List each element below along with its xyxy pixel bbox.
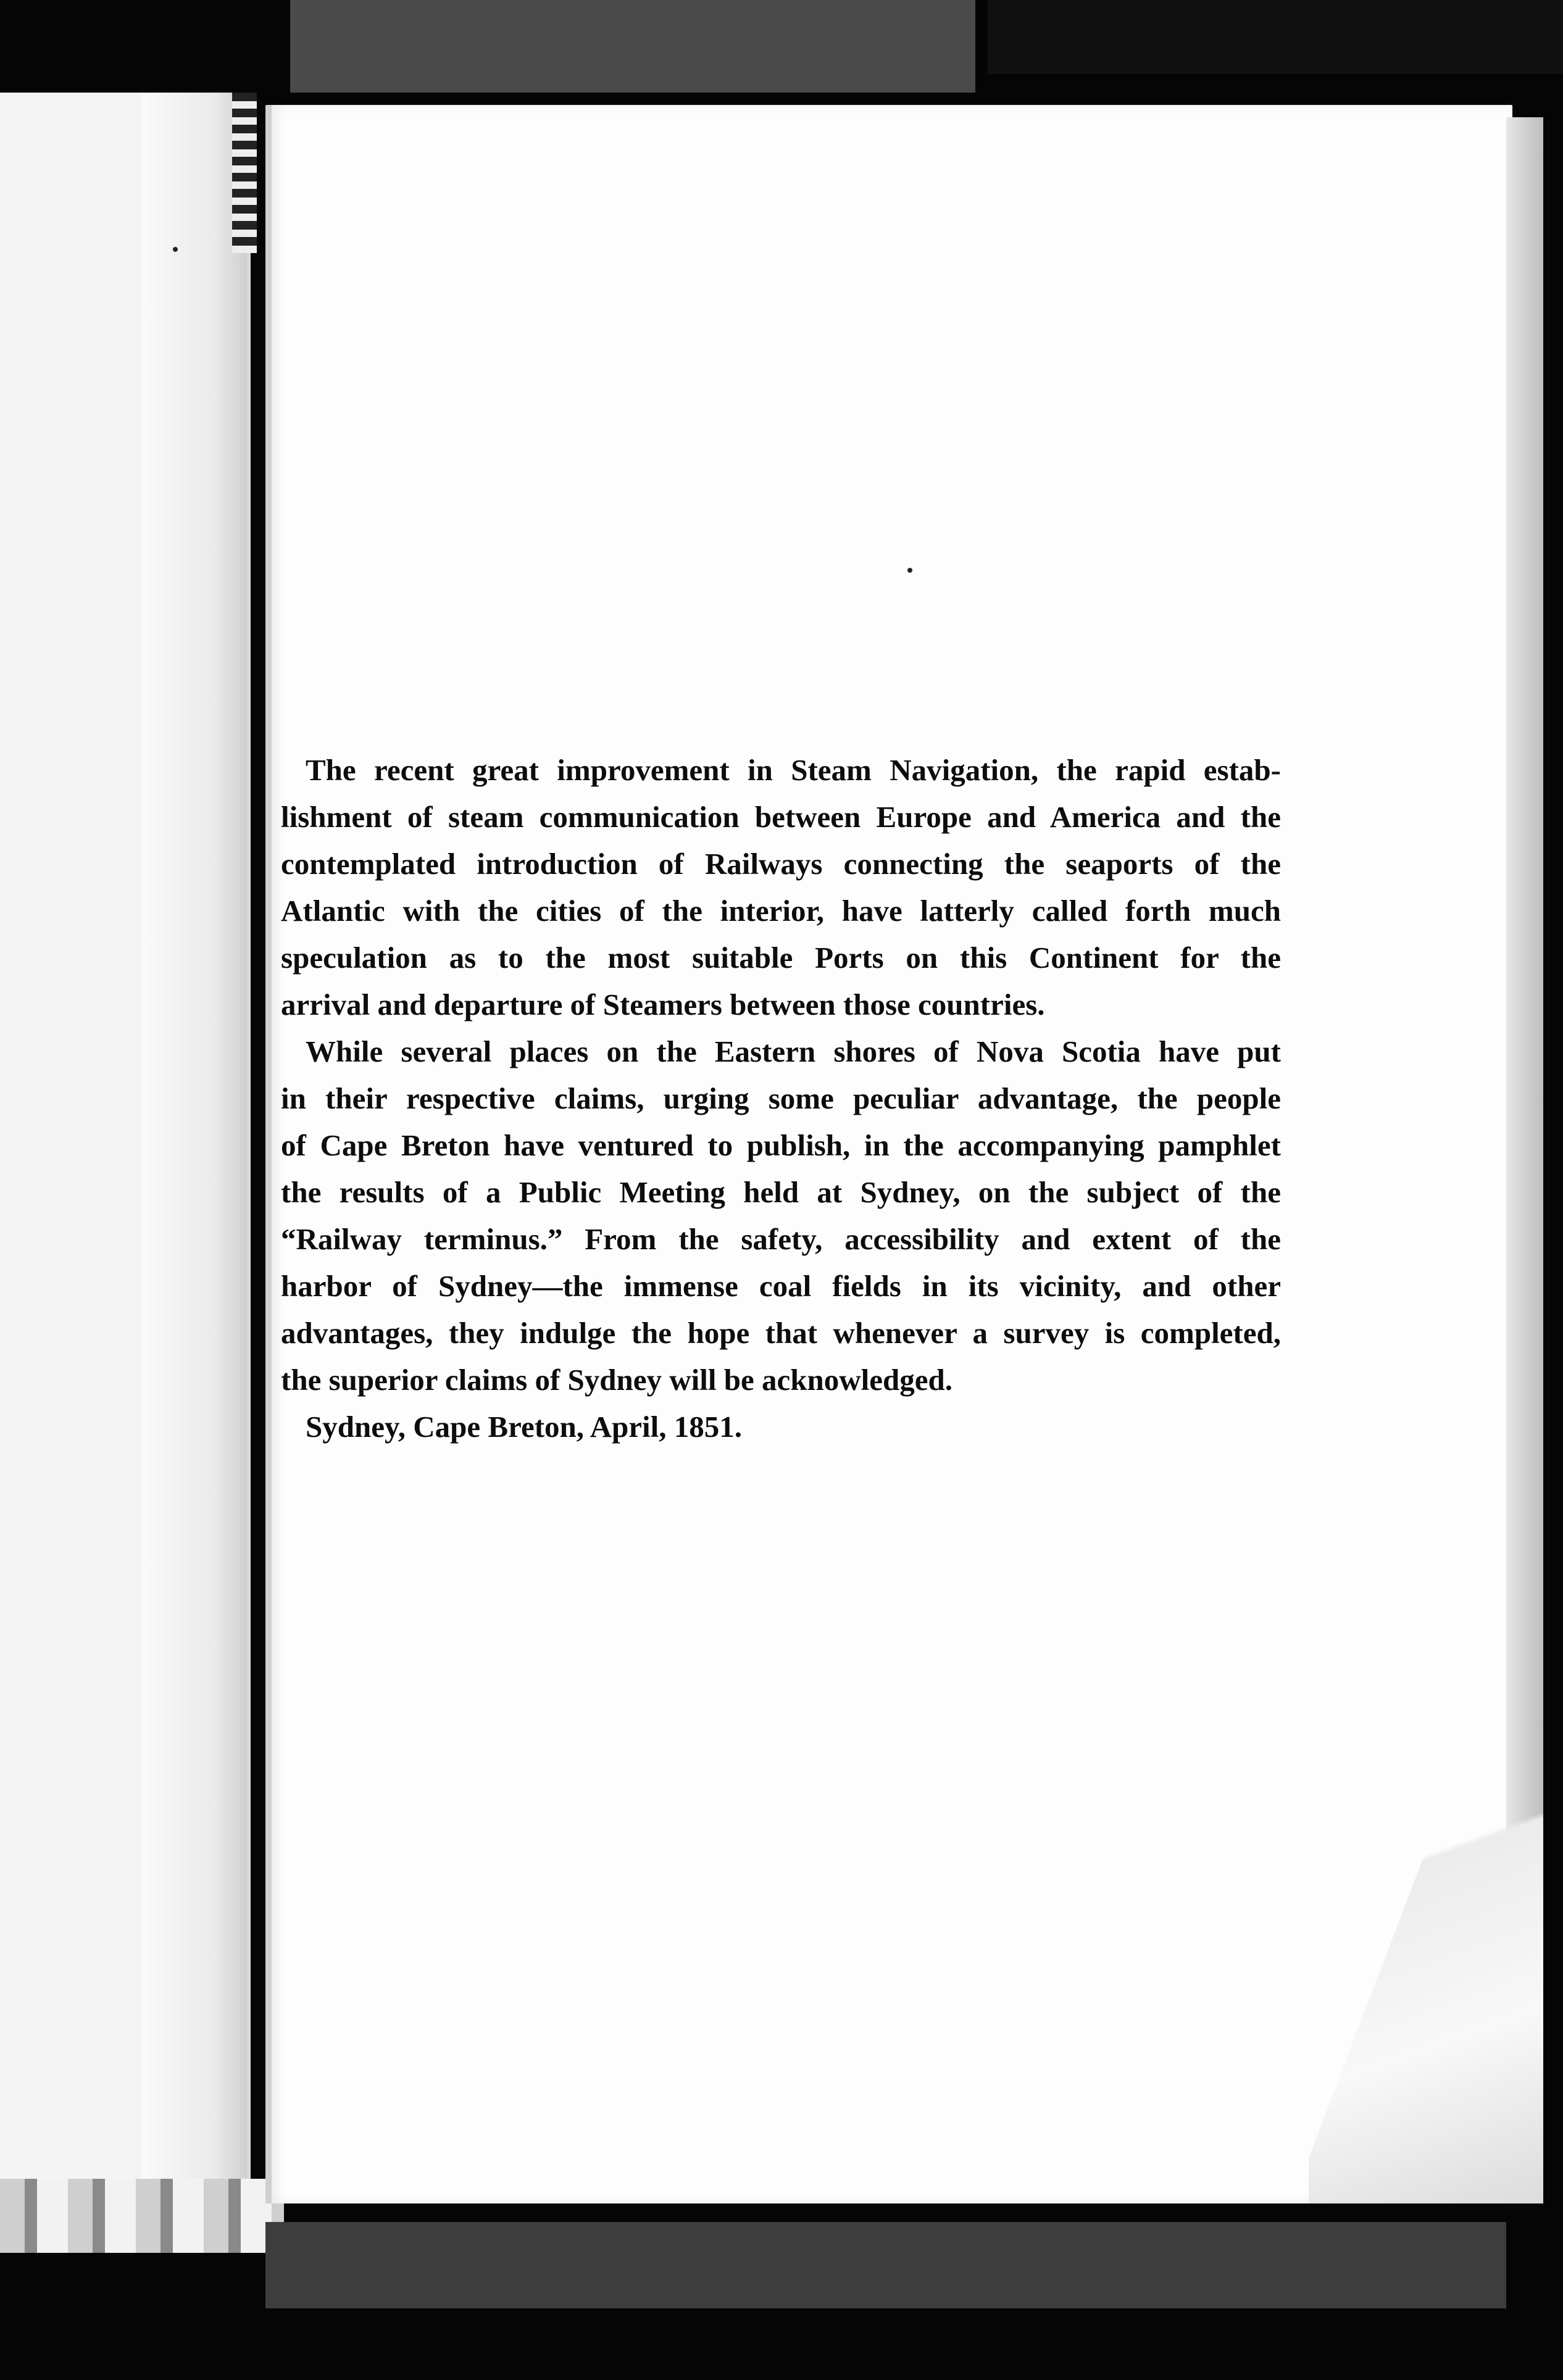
paragraph-1	[281, 747, 1281, 1028]
text-line: Atlantic with the cities of the interior, have latterly called forth much	[281, 894, 1281, 928]
text-line: advantages, they indulge the hope that whenever a survey is completed,	[281, 1316, 1281, 1350]
ink-speck	[173, 247, 178, 252]
text-line: lishment of steam communication between Europe and America and the	[281, 800, 1281, 834]
text-line: in their respective claims, urging some peculiar advantage, the people	[281, 1081, 1281, 1115]
dateline: Sydney, Cape Breton, April, 1851.	[306, 1410, 742, 1444]
facing-page-gutter	[142, 93, 247, 2179]
text-line: the results of a Public Meeting held at Sydney, on the subject of the	[281, 1175, 1281, 1209]
text-line: contemplated introduction of Railways connecting the seaports of the	[281, 847, 1281, 881]
text-line: While several places on the Eastern shores of Nova Scotia have put	[306, 1034, 1281, 1068]
top-scan-shadow	[988, 0, 1563, 74]
text-line: speculation as to the most suitable Ports on this Continent for the	[281, 941, 1281, 975]
ink-speck	[907, 568, 912, 573]
text-line: the superior claims of Sydney will be acknowledged.	[281, 1363, 953, 1397]
text-line: of Cape Breton have ventured to publish, in the accompanying pamphlet	[281, 1128, 1281, 1162]
text-line: “Railway terminus.” From the safety, accessibility and extent of the	[281, 1222, 1281, 1256]
text-line: harbor of Sydney—the immense coal fields in its vicinity, and other	[281, 1269, 1281, 1303]
bottom-left-scan-artifact	[0, 2179, 284, 2253]
body-text	[281, 747, 1281, 1450]
top-scan-margin	[290, 0, 975, 93]
bottom-scan-margin	[265, 2222, 1506, 2308]
text-line: arrival and departure of Steamers between those countries.	[281, 988, 1045, 1021]
text-line: The recent great improvement in Steam Navigation, the rapid estab-	[306, 753, 1281, 787]
facing-page-fragment	[0, 93, 251, 2179]
paragraph-2	[281, 1028, 1281, 1404]
binding-stitching	[232, 93, 257, 253]
